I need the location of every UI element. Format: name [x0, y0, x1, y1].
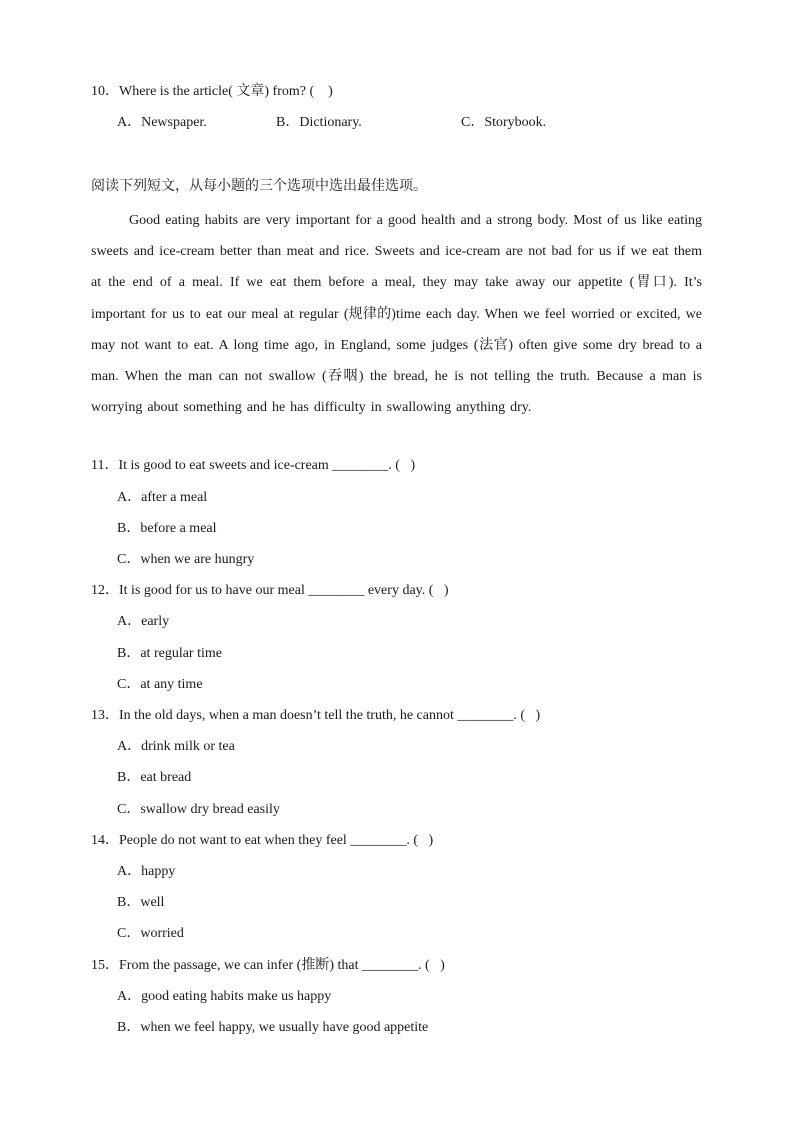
- question-13-option-c: C．swallow dry bread easily: [117, 802, 280, 817]
- section-instructions: 阅读下列短文，从每小题的三个选项中选出最佳选项。: [91, 178, 427, 194]
- question-14-option-b: B．well: [117, 895, 165, 910]
- question-14-option-a: A．happy: [117, 864, 176, 879]
- question-10-stem: 10．Where is the article( 文章) from? ( ): [91, 84, 333, 99]
- question-11-stem: 11．It is good to eat sweets and ice-cream ________. ( ): [91, 458, 416, 473]
- reading-passage: [91, 205, 702, 423]
- question-15-option-a: A．good eating habits make us happy: [117, 989, 332, 1004]
- question-15-stem: 15．From the passage, we can infer (推断) that ________. ( ): [91, 958, 445, 973]
- question-12-option-a: A．early: [117, 614, 170, 629]
- question-10-option-c: C．Storybook.: [461, 115, 547, 130]
- question-15-option-b: B．when we feel happy, we usually have good appetite: [117, 1020, 429, 1035]
- passage-text: Good eating habits are very important for a good health and a strong body. Most of us like eating sweets and ice-cream better than meat and rice. Sweets and ice-cream are not bad for us if we eat them at the end of a meal. If we eat them before a meal, they may take away our appetite (胃口). It’s important for us to eat our meal at regular (规律的)time each day. When we feel worried or excited, we may not want to eat. A long time ago, in England, some judges (法官) often give some dry bread to a man. When the man can not swallow (吞咽) the bread, he is not telling the truth. Because a man is worrying about something and he has difficulty in swallowing anything dry.: [91, 213, 702, 416]
- question-13-stem: 13．In the old days, when a man doesn’t tell the truth, he cannot ________. ( ): [91, 708, 541, 723]
- question-14-stem: 14．People do not want to eat when they feel ________. ( ): [91, 833, 434, 848]
- question-10-option-a: A．Newspaper.: [117, 115, 207, 130]
- question-10-option-b: B．Dictionary.: [276, 115, 362, 130]
- question-14-option-c: C．worried: [117, 926, 184, 941]
- question-11-option-b: B．before a meal: [117, 521, 217, 536]
- question-11-option-c: C．when we are hungry: [117, 552, 255, 567]
- question-12-option-c: C．at any time: [117, 677, 203, 692]
- question-12-stem: 12．It is good for us to have our meal ________ every day. ( ): [91, 583, 449, 598]
- question-12-option-b: B．at regular time: [117, 646, 222, 661]
- question-13-option-a: A．drink milk or tea: [117, 739, 235, 754]
- question-11-option-a: A．after a meal: [117, 490, 208, 505]
- question-13-option-b: B．eat bread: [117, 770, 192, 785]
